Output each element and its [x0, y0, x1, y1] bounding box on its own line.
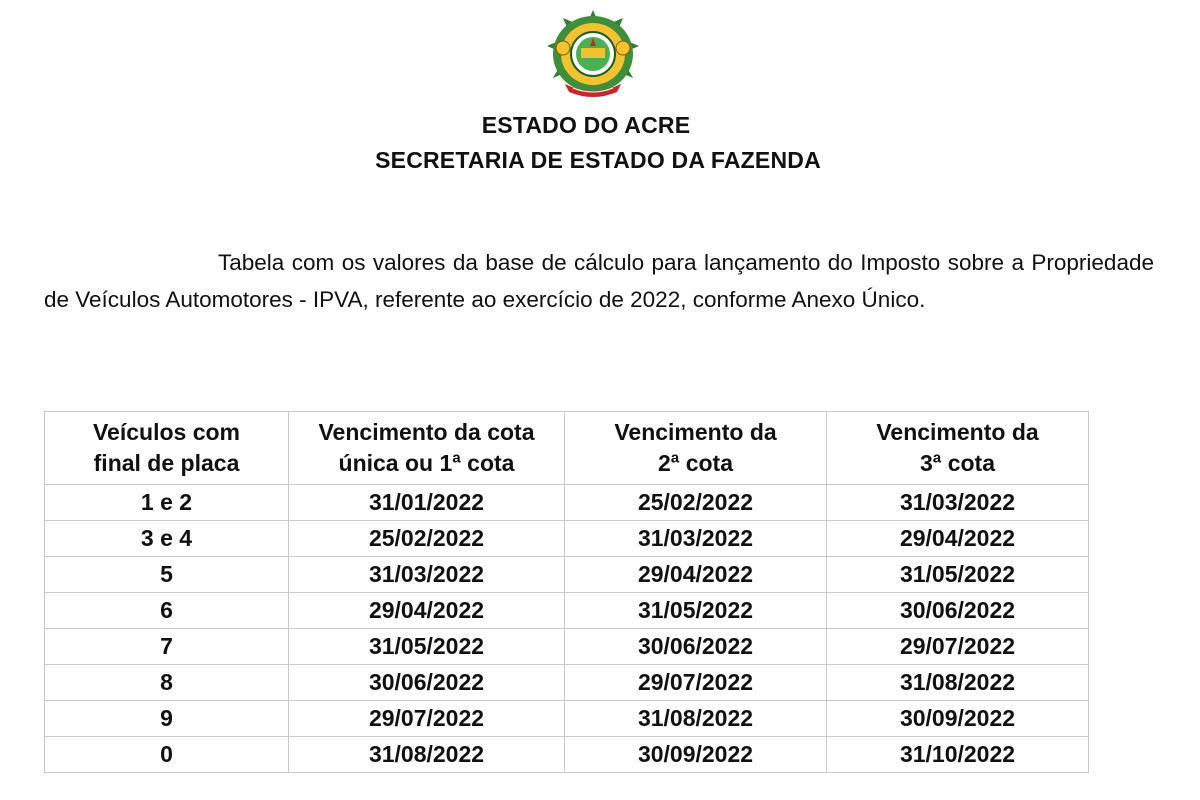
table-row	[45, 737, 1089, 773]
table-row	[45, 629, 1089, 665]
first-quota-cell: 29/07/2022	[289, 701, 565, 737]
header-third-quota	[827, 412, 1089, 485]
table-row	[45, 521, 1089, 557]
first-quota-cell: 31/08/2022	[289, 737, 565, 773]
second-quota-cell: 31/03/2022	[565, 521, 827, 557]
first-quota-cell: 29/04/2022	[289, 593, 565, 629]
third-quota-cell: 31/03/2022	[827, 485, 1089, 521]
state-title: ESTADO DO ACRE	[481, 112, 691, 138]
plate-ending-cell: 0	[45, 737, 289, 773]
first-quota-cell: 31/03/2022	[289, 557, 565, 593]
second-quota-cell: 30/09/2022	[565, 737, 827, 773]
header-line: Vencimento da cota	[318, 419, 535, 445]
header-line: Vencimento da	[614, 419, 777, 445]
header-second-quota	[565, 412, 827, 485]
third-quota-cell: 30/06/2022	[827, 593, 1089, 629]
first-quota-cell: 30/06/2022	[289, 665, 565, 701]
third-quota-cell: 30/09/2022	[827, 701, 1089, 737]
intro-paragraph: Tabela com os valores da base de cálculo para lançamento do Imposto sobre a Propriedade de Veículos Automotores - IPVA, referente ao exercício de 2022, conforme Anexo Único.	[44, 250, 1154, 312]
second-quota-cell: 31/08/2022	[565, 701, 827, 737]
second-quota-cell: 31/05/2022	[565, 593, 827, 629]
first-quota-cell: 31/05/2022	[289, 629, 565, 665]
table-header-row	[45, 412, 1089, 485]
header-line: 3ª cota	[920, 450, 995, 476]
third-quota-cell: 31/10/2022	[827, 737, 1089, 773]
second-quota-cell: 30/06/2022	[565, 629, 827, 665]
first-quota-cell: 25/02/2022	[289, 521, 565, 557]
third-quota-cell: 31/08/2022	[827, 665, 1089, 701]
table-row	[45, 485, 1089, 521]
department-title: SECRETARIA DE ESTADO DA FAZENDA	[375, 147, 821, 173]
plate-ending-cell: 1 e 2	[45, 485, 289, 521]
ipva-due-date-table	[44, 411, 1089, 773]
plate-ending-cell: 6	[45, 593, 289, 629]
header-line: Vencimento da	[876, 419, 1039, 445]
table-row	[45, 593, 1089, 629]
header-first-quota	[289, 412, 565, 485]
header-line: Veículos com	[92, 419, 240, 445]
third-quota-cell: 29/04/2022	[827, 521, 1089, 557]
plate-ending-cell: 3 e 4	[45, 521, 289, 557]
plate-ending-cell: 5	[45, 557, 289, 593]
header-line: única ou 1ª cota	[338, 450, 515, 476]
header-line: 2ª cota	[658, 450, 733, 476]
table-row	[45, 665, 1089, 701]
second-quota-cell: 25/02/2022	[565, 485, 827, 521]
first-quota-cell: 31/01/2022	[289, 485, 565, 521]
table-row	[45, 557, 1089, 593]
table-row	[45, 701, 1089, 737]
third-quota-cell: 31/05/2022	[827, 557, 1089, 593]
table-body	[45, 485, 1089, 773]
second-quota-cell: 29/04/2022	[565, 557, 827, 593]
header-plate-ending	[45, 412, 289, 485]
plate-ending-cell: 8	[45, 665, 289, 701]
plate-ending-cell: 7	[45, 629, 289, 665]
third-quota-cell: 29/07/2022	[827, 629, 1089, 665]
coat-of-arms-icon	[543, 8, 643, 102]
header-line: final de placa	[93, 450, 240, 476]
table-header	[45, 412, 1089, 485]
plate-ending-cell: 9	[45, 701, 289, 737]
second-quota-cell: 29/07/2022	[565, 665, 827, 701]
coat-of-arms-graphic	[543, 8, 643, 102]
